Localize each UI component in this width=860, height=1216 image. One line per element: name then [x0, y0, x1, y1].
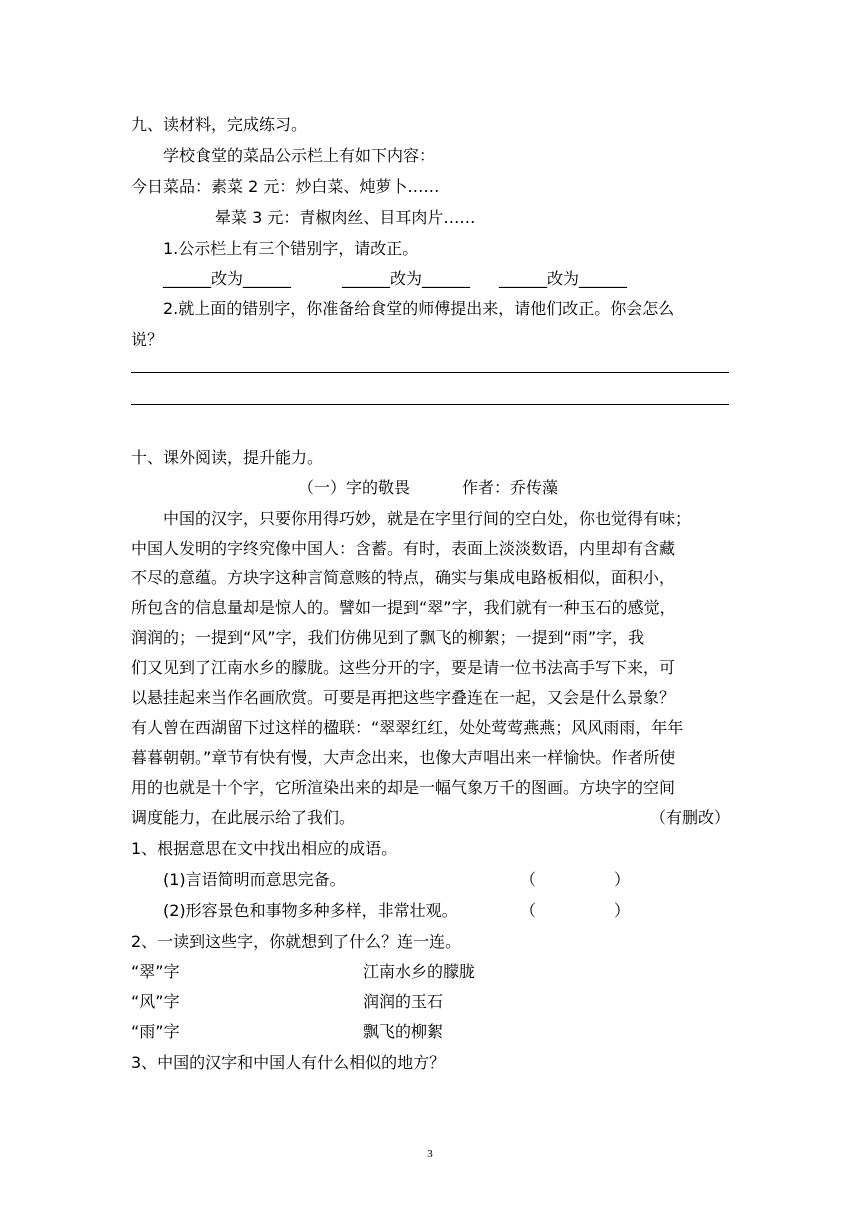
answer-line-2[interactable]	[131, 404, 729, 405]
passage-line: 所包含的信息量却是惊人的。譬如一提到“翠”字，我们就有一种玉石的感觉，	[131, 598, 676, 617]
correction-blank-2[interactable]: ______改为______	[342, 269, 471, 288]
section9-heading: 九、读材料，完成练习。	[131, 115, 308, 134]
match-right-item[interactable]: 飘飞的柳絮	[363, 1022, 444, 1041]
idiom-answer-open-1[interactable]: （	[520, 870, 537, 889]
passage-line: 调度能力，在此展示给了我们。	[131, 808, 356, 827]
passage-line: 以悬挂起来当作名画欣赏。可要是再把这些字叠连在一起，又会是什么景象？	[131, 688, 676, 707]
match-right-item[interactable]: 润润的玉石	[363, 992, 444, 1011]
match-left-item[interactable]: “翠”字	[131, 962, 180, 981]
section10-question-3: 3、中国的汉字和中国人有什么相似的地方？	[131, 1053, 446, 1072]
passage-line: 中国人发明的字终究像中国人：含蓄。有时，表面上淡淡数语，内里却有含藏	[131, 539, 676, 558]
section10-heading: 十、课外阅读，提升能力。	[131, 448, 324, 467]
passage-line: 有人曾在西湖留下过这样的楹联：“翠翠红红，处处莺莺燕燕；风风雨雨，年年	[131, 718, 684, 737]
answer-line-1[interactable]	[131, 372, 729, 373]
correction-blank-1[interactable]: ______改为______	[163, 269, 292, 288]
idiom-prompt-1: (1)言语简明而意思完备。	[163, 870, 346, 889]
idiom-answer-close-2: ）	[614, 901, 631, 920]
passage-author: 作者：乔传藻	[462, 478, 559, 497]
idiom-answer-close-1: ）	[614, 870, 631, 889]
match-left-item[interactable]: “风”字	[131, 992, 180, 1011]
passage-line: 们又见到了江南水乡的朦胧。这些分开的字，要是请一位书法高手写下来，可	[131, 658, 676, 677]
menu-line-2: 晕菜 3 元：青椒肉丝、目耳肉片……	[215, 208, 476, 227]
idiom-answer-open-2[interactable]: （	[520, 901, 537, 920]
section9-question-2-cont: 说？	[131, 330, 164, 349]
passage-line: 不尽的意蕴。方块字这种言简意赅的特点，确实与集成电路板相似，面积小，	[131, 568, 676, 587]
page-number: 3	[427, 1148, 433, 1160]
section10-question-1: 1、根据意思在文中找出相应的成语。	[131, 839, 398, 858]
menu-line-1: 今日菜品：素菜 2 元：炒白菜、炖萝卜……	[131, 177, 440, 196]
section9-intro: 学校食堂的菜品公示栏上有如下内容：	[163, 146, 436, 165]
passage-line: 用的也就是十个字，它所渲染出来的却是一幅气象万千的图画。方块字的空间	[131, 778, 676, 797]
match-left-item[interactable]: “雨”字	[131, 1022, 180, 1041]
passage-title: （一）字的敬畏	[298, 478, 411, 497]
correction-blank-3[interactable]: ______改为______	[499, 269, 628, 288]
idiom-prompt-2: (2)形容景色和事物多种多样，非常壮观。	[163, 901, 458, 920]
section9-question-1: 1.公示栏上有三个错别字，请改正。	[163, 239, 419, 258]
section9-question-2: 2.就上面的错别字，你准备给食堂的师傅提出来，请他们改正。你会怎么	[163, 299, 675, 318]
section10-question-2: 2、一读到这些字，你就想到了什么？连一连。	[131, 932, 462, 951]
abridged-note: （有删改）	[650, 808, 731, 827]
match-right-item[interactable]: 江南水乡的朦胧	[363, 962, 476, 981]
passage-line: 润润的；一提到“风”字，我们仿佛见到了飘飞的柳絮；一提到“雨”字，我	[131, 628, 645, 647]
passage-line: 中国的汉字，只要你用得巧妙，就是在字里行间的空白处，你也觉得有味；	[163, 509, 692, 528]
passage-line: 暮暮朝朝。”章节有快有慢，大声念出来，也像大声唱出来一样愉快。作者所使	[131, 748, 676, 767]
